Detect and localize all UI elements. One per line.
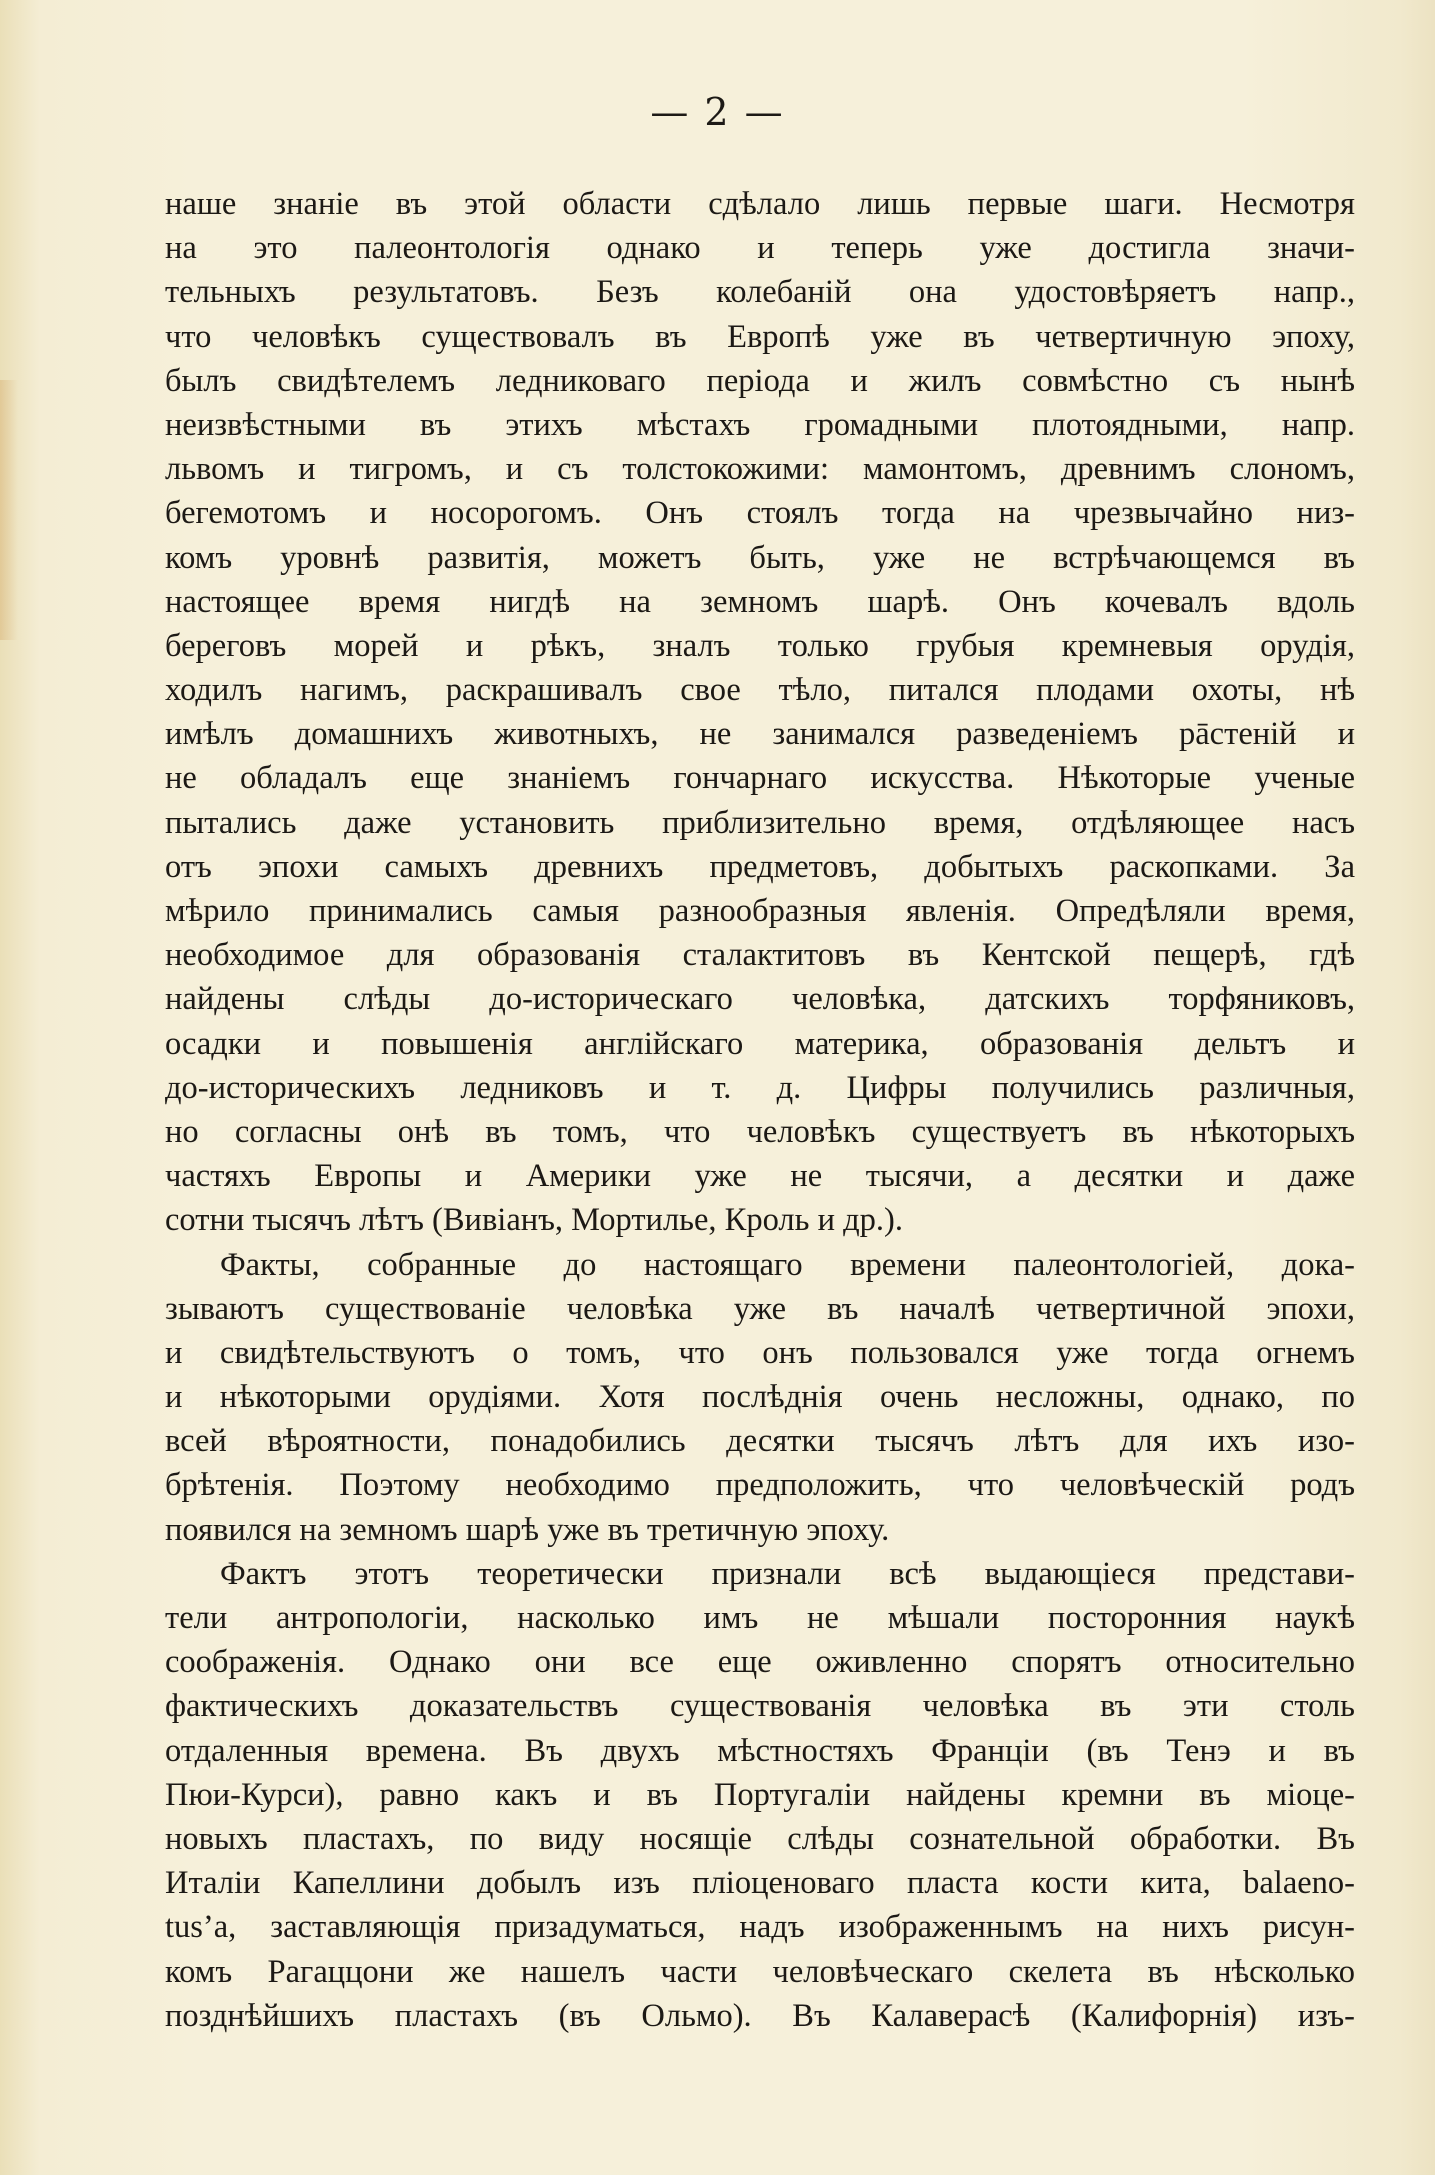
text-line: наше знаніе въ этой области сдѣлало лишь первые шаги. Несмотря — [165, 186, 1355, 222]
text-line: львомъ и тигромъ, и съ толстокожими: мамонтомъ, древнимъ слономъ, — [165, 451, 1355, 488]
text-line: сотни тысячъ лѣтъ (Вивіанъ, Мортилье, Кроль и др.). — [165, 1202, 903, 1239]
text-line: осадки и повышенія англійскаго материка, образованія дельтъ и — [165, 1025, 1355, 1062]
text-line: фактическихъ доказательствъ существованія человѣка въ эти столь — [165, 1688, 1355, 1725]
text-line: комъ Рагаццони же нашелъ части человѣческаго скелета въ нѣсколько — [165, 1953, 1355, 1990]
text-line: ходилъ нагимъ, раскрашивалъ свое тѣло, питался плодами охоты, нѣ — [165, 672, 1355, 709]
text-line: береговъ морей и рѣкъ, зналъ только грубыя кремневыя орудія, — [165, 627, 1355, 664]
text-line: брѣтенія. Поэтому необходимо предположить, что человѣческій родъ — [165, 1467, 1355, 1504]
text-line: найдены слѣды до-историческаго человѣка, датскихъ торфяниковъ, — [165, 981, 1355, 1018]
text-line: tus’а, заставляющія призадуматься, надъ изображеннымъ на нихъ рисун- — [165, 1909, 1355, 1946]
text-line: пытались даже установить приблизительно время, отдѣляющее насъ — [165, 804, 1355, 841]
text-line: но согласны онѣ въ томъ, что человѣкъ существуетъ въ нѣкоторыхъ — [165, 1113, 1355, 1150]
text-line: имѣлъ домашнихъ животныхъ, не занимался разведеніемъ рāстеній и — [165, 716, 1355, 753]
text-line: до-историческихъ ледниковъ и т. д. Цифры получились различныя, — [165, 1069, 1355, 1106]
text-line: зываютъ существованіе человѣка уже въ началѣ четвертичной эпохи, — [165, 1290, 1355, 1327]
text-line: отъ эпохи самыхъ древнихъ предметовъ, добытыхъ раскопками. За — [165, 848, 1355, 885]
text-line: былъ свидѣтелемъ ледниковаго періода и жилъ совмѣстно съ нынѣ — [165, 362, 1355, 399]
text-line: соображенія. Однако они все еще оживленно спорятъ относительно — [165, 1644, 1355, 1681]
text-line: тельныхъ результатовъ. Безъ колебаній она удостовѣряетъ напр., — [165, 274, 1355, 311]
text-line: на это палеонтологія однако и теперь уже достигла значи- — [165, 230, 1355, 267]
text-line: бегемотомъ и носорогомъ. Онъ стоялъ тогда на чрезвычайно низ- — [165, 495, 1355, 532]
page-number: — 2 — — [650, 90, 785, 134]
body-text — [165, 182, 1355, 2038]
text-line: позднѣйшихъ пластахъ (въ Ольмо). Въ Калаверасѣ (Калифорнія) изъ- — [165, 1997, 1355, 2034]
text-line: Фактъ этотъ теоретически признали всѣ выдающіеся представи- — [220, 1555, 1355, 1592]
text-line: необходимое для образованія сталактитовъ въ Кентской пещерѣ, гдѣ — [165, 937, 1355, 974]
text-line: комъ уровнѣ развитія, можетъ быть, уже не встрѣчающемся въ — [165, 539, 1355, 576]
text-line: мѣрило принимались самыя разнообразныя явленія. Опредѣляли время, — [165, 893, 1355, 929]
text-line: и свидѣтельствуютъ о томъ, что онъ пользовался уже тогда огнемъ — [165, 1334, 1355, 1371]
text-line: Пюи-Курси), равно какъ и въ Португаліи найдены кремни въ міоце- — [165, 1776, 1355, 1813]
text-line: неизвѣстными въ этихъ мѣстахъ громадными плотоядными, напр. — [165, 406, 1355, 443]
text-line: тели антропологіи, насколько имъ не мѣшали посторонния наукѣ — [165, 1600, 1355, 1636]
text-line: Италіи Капеллини добылъ изъ пліоценоваго пласта кости кита, balaeno- — [165, 1865, 1355, 1902]
text-line: не обладалъ еще знаніемъ гончарнаго искусства. Нѣкоторые ученые — [165, 760, 1355, 797]
text-line: и нѣкоторыми орудіями. Хотя послѣднія очень несложны, однако, по — [165, 1379, 1355, 1416]
text-line: что человѣкъ существовалъ въ Европѣ уже въ четвертичную эпоху, — [165, 318, 1355, 355]
text-line: Факты, собранные до настоящаго времени палеонтологіей, дока- — [220, 1246, 1355, 1283]
text-line: настоящее время нигдѣ на земномъ шарѣ. Онъ кочевалъ вдоль — [165, 583, 1355, 620]
text-line: появился на земномъ шарѣ уже въ третичную эпоху. — [165, 1511, 890, 1548]
text-line: всей вѣроятности, понадобились десятки тысячъ лѣтъ для ихъ изо- — [165, 1423, 1355, 1460]
text-line: новыхъ пластахъ, по виду носящіе слѣды сознательной обработки. Въ — [165, 1820, 1355, 1857]
edge-stain — [0, 380, 18, 640]
text-line: отдаленныя времена. Въ двухъ мѣстностяхъ Франціи (въ Тенэ и въ — [165, 1732, 1355, 1769]
text-line: частяхъ Европы и Америки уже не тысячи, а десятки и даже — [165, 1158, 1355, 1195]
